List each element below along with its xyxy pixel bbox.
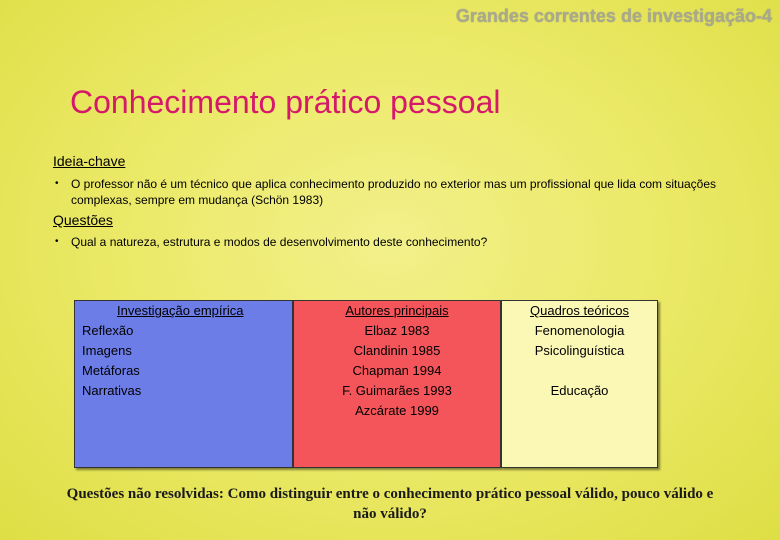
- bullet-icon: •: [55, 178, 59, 189]
- questions-heading: Questões: [53, 212, 113, 228]
- author-item: Chapman 1994: [352, 363, 442, 378]
- empirical-item: Imagens: [82, 343, 132, 358]
- bullet-icon: •: [55, 236, 59, 247]
- theoretical-frameworks-box: [501, 300, 658, 468]
- slide-title: Conhecimento prático pessoal: [70, 84, 501, 120]
- questions-bullet: [55, 234, 745, 250]
- author-item: F. Guimarães 1993: [342, 383, 452, 398]
- empirical-item: Metáforas: [82, 363, 140, 378]
- framework-item: Psicolinguística: [534, 343, 625, 358]
- framework-item: Fenomenologia: [534, 323, 625, 338]
- empirical-item: Reflexão: [82, 323, 134, 338]
- main-authors-heading: Autores principais: [345, 303, 449, 318]
- author-item: Elbaz 1983: [364, 323, 430, 338]
- empirical-research-heading: Investigação empírica: [117, 303, 244, 318]
- main-authors-box: [293, 300, 501, 468]
- framework-item: Educação: [550, 383, 609, 398]
- key-idea-text: O professor não é um técnico que aplica conhecimento produzido no exterior mas um profissional que lida com situações complexas, sempre em mudança (Schön 1983): [71, 177, 717, 207]
- key-idea-heading: Ideia-chave: [53, 153, 126, 169]
- unresolved-questions-text: Questões não resolvidas: Como distinguir entre o conhecimento prático pessoal válido, pouco válido e não válido?: [66, 486, 714, 522]
- presentation-header-title: Grandes correntes de investigação-4: [455, 6, 772, 26]
- empirical-item: Narrativas: [82, 383, 142, 398]
- key-idea-bullet: [55, 176, 745, 208]
- theoretical-frameworks-heading: Quadros teóricos: [530, 303, 629, 318]
- questions-text: Qual a natureza, estrutura e modos de desenvolvimento deste conhecimento?: [71, 235, 488, 249]
- author-item: Azcárate 1999: [355, 403, 439, 418]
- author-item: Clandinin 1985: [353, 343, 441, 358]
- framework-spacer: [502, 361, 657, 381]
- empirical-research-box: [74, 300, 293, 468]
